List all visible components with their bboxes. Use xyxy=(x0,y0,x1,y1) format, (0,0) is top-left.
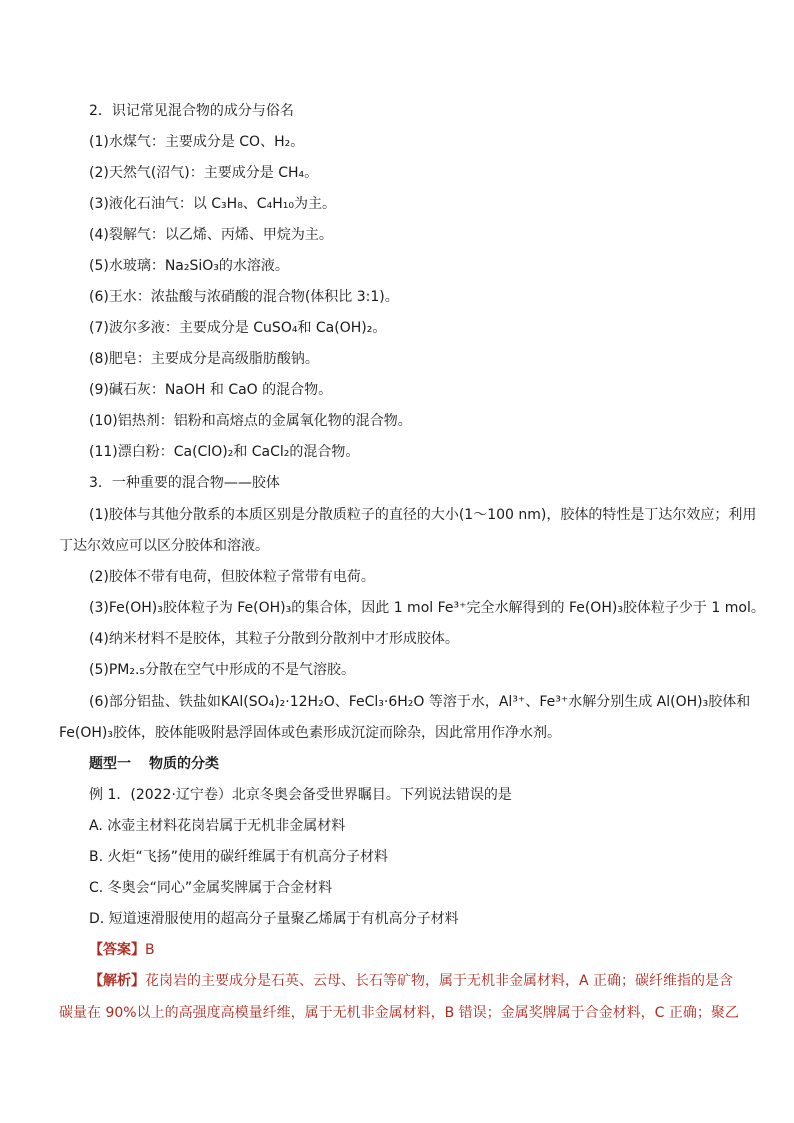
list-item: (3)液化石油气：以 C₃H₈、C₄H₁₀为主。 xyxy=(89,196,336,212)
option-d: D. 短道速滑服使用的超高分子量聚乙烯属于有机高分子材料 xyxy=(89,911,459,927)
section-heading-2: 2．识记常见混合物的成分与俗名 xyxy=(89,103,294,119)
analysis-label: 【解析】 xyxy=(89,973,145,989)
answer-label: 【答案】 xyxy=(89,942,145,958)
paragraph-line: (4)纳米材料不是胶体，其粒子分散到分散剂中才形成胶体。 xyxy=(89,631,459,647)
paragraph-line: (1)胶体与其他分散系的本质区别是分散质粒子的直径的大小(1～100 nm)，胶体的特性是丁达尔效应；利用 xyxy=(89,507,757,523)
list-item: (1)水煤气：主要成分是 CO、H₂。 xyxy=(89,134,305,150)
paragraph-line: (2)胶体不带有电荷，但胶体粒子常带有电荷。 xyxy=(89,569,375,585)
paragraph-line: (5)PM₂.₅分散在空气中形成的不是气溶胶。 xyxy=(89,662,356,678)
question-type-heading xyxy=(89,754,219,774)
analysis xyxy=(89,971,733,991)
list-item: (5)水玻璃：Na₂SiO₃的水溶液。 xyxy=(89,258,289,274)
list-item: (11)漂白粉：Ca(ClO)₂和 CaCl₂的混合物。 xyxy=(89,444,360,460)
list-item: (10)铝热剂：铝粉和高熔点的金属氧化物的混合物。 xyxy=(89,413,412,429)
list-item: (6)王水：浓盐酸与浓硝酸的混合物(体积比 3:1)。 xyxy=(89,289,399,305)
list-item: (4)裂解气：以乙烯、丙烯、甲烷为主。 xyxy=(89,227,333,243)
option-b: B. 火炬“飞扬”使用的碳纤维属于有机高分子材料 xyxy=(89,849,389,865)
list-item: (9)碱石灰：NaOH 和 CaO 的混合物。 xyxy=(89,382,333,398)
question-type-label: 题型一 xyxy=(89,756,131,772)
option-a: A. 冰壶主材料花岗岩属于无机非金属材料 xyxy=(89,818,346,834)
paragraph-line: (3)Fe(OH)₃胶体粒子为 Fe(OH)₃的集合体，因此 1 mol Fe³⁺完全水解得到的 Fe(OH)₃胶体粒子少于 1 mol。 xyxy=(89,600,765,616)
answer-value: B xyxy=(145,942,155,958)
option-c: C. 冬奥会“同心”金属奖牌属于合金材料 xyxy=(89,880,333,896)
analysis-text: 花岗岩的主要成分是石英、云母、长石等矿物，属于无机非金属材料，A 正确；碳纤维指的是含 xyxy=(145,973,734,989)
paragraph-line: Fe(OH)₃胶体，胶体能吸附悬浮固体或色素形成沉淀而除杂，因此常用作净水剂。 xyxy=(59,725,561,741)
analysis-line: 碳量在 90%以上的高强度高模量纤维，属于无机非金属材料，B 错误；金属奖牌属于合金材料，C 正确；聚乙 xyxy=(59,1005,739,1021)
section-heading-3: 3．一种重要的混合物——胶体 xyxy=(89,475,280,491)
list-item: (2)天然气(沼气)：主要成分是 CH₄。 xyxy=(89,165,319,181)
list-item: (7)波尔多液：主要成分是 CuSO₄和 Ca(OH)₂。 xyxy=(89,320,387,336)
paragraph-line: (6)部分铝盐、铁盐如KAl(SO₄)₂·12H₂O、FeCl₃·6H₂O 等溶于水，Al³⁺、Fe³⁺水解分别生成 Al(OH)₃胶体和 xyxy=(89,694,751,710)
paragraph-line: 丁达尔效应可以区分胶体和溶液。 xyxy=(59,538,269,554)
answer xyxy=(89,940,155,960)
question-type-title: 物质的分类 xyxy=(149,756,219,772)
example-stem: 例 1．(2022·辽宁卷）北京冬奥会备受世界瞩目。下列说法错误的是 xyxy=(89,787,512,803)
list-item: (8)肥皂：主要成分是高级脂肪酸钠。 xyxy=(89,351,319,367)
